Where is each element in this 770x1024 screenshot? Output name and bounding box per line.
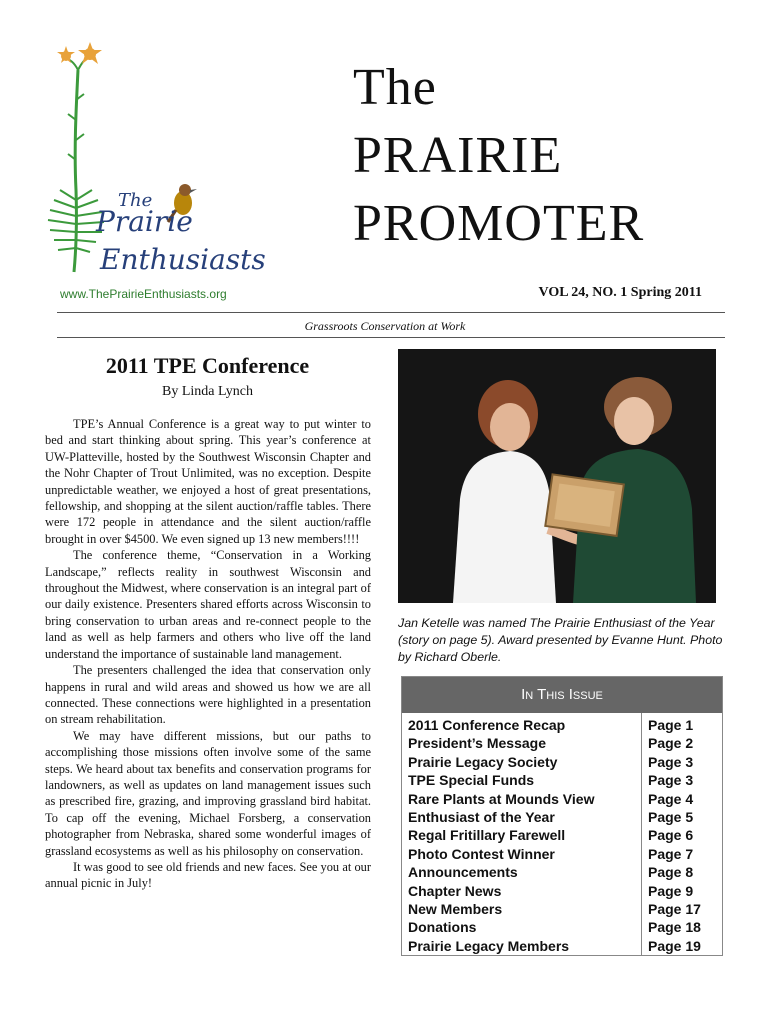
toc-row[interactable] [402, 937, 722, 955]
article-paragraph: It was good to see old friends and new faces. See you at our annual picnic in July! [45, 859, 371, 891]
toc-page: Page 19 [642, 937, 723, 955]
toc-page: Page 5 [642, 808, 723, 826]
in-this-issue-box [401, 676, 723, 956]
toc-page: Page 6 [642, 826, 723, 844]
award-photo [398, 349, 716, 603]
toc-row[interactable] [402, 734, 722, 752]
website-link[interactable]: www.ThePrairieEnthusiasts.org [60, 287, 227, 301]
logo-line-prairie: Prairie [96, 205, 193, 238]
toc-row[interactable] [402, 771, 722, 789]
toc-table [402, 713, 722, 955]
toc-title: Enthusiast of the Year [408, 809, 555, 826]
toc-row[interactable] [402, 808, 722, 826]
masthead-promoter: PROMOTER [353, 195, 645, 252]
toc-row[interactable] [402, 845, 722, 863]
toc-row[interactable] [402, 918, 722, 936]
toc-page: Page 3 [642, 753, 723, 771]
article-paragraph: We may have different missions, but our paths to accomplishing those missions often involve some of the same steps. We heard about tax benefits and conservation programs for landowners, as well as updates on land management issues such as prescribed fire, grazing, and improving grassland bird habitat. To cap off the evening, Michael Forsberg, a conservation photographer from Nebraska, shared some wonderful images of grassland ecosystems as well as his philosophy on conservation. [45, 728, 371, 858]
toc-title: Regal Fritillary Farewell [408, 827, 566, 844]
toc-title: Chapter News [408, 882, 502, 899]
toc-heading [402, 677, 722, 713]
toc-page: Page 18 [642, 918, 723, 936]
toc-page: Page 8 [642, 863, 723, 881]
article-paragraph: The conference theme, “Conservation in a Working Landscape,” reflects reality in southwest Wisconsin and throughout the Midwest, where conservation is an integral part of our daily existence. Presenters shared efforts across Wisconsin to bring conservation to urban areas and re-connect people to the land as well as help farmers and others who live off the land understand the importance of sustainable land management. [45, 548, 371, 661]
masthead-the: The [353, 59, 437, 116]
toc-row[interactable] [402, 790, 722, 808]
toc-title: Rare Plants at Mounds View [408, 790, 595, 807]
toc-row[interactable] [402, 882, 722, 900]
article-paragraph: TPE’s Annual Conference is a great way to put winter to bed and start thinking about spring. This year’s conference at UW-Platteville, hosted by the Southwest Wisconsin Chapter and the Nohr Chapter of Trout Unlimited, was no exception. Despite unpredictable weather, we enjoyed a host of great presentations, fellowship, and shopping at the silent auction/raffle tables. There were 172 people in attendance and the silent auction/raffle brought in over $4500. We even signed up 13 new members!!!! [45, 417, 371, 546]
toc-page: Page 3 [642, 771, 723, 789]
toc-row[interactable] [402, 713, 722, 734]
masthead-prairie: PRAIRIE [353, 127, 563, 184]
toc-row[interactable] [402, 753, 722, 771]
logo-line-the: The [118, 190, 153, 211]
toc-row[interactable] [402, 863, 722, 881]
toc-title: TPE Special Funds [408, 772, 535, 789]
toc-page: Page 1 [642, 713, 723, 734]
logo-line-enthusiasts: Enthusiasts [100, 243, 266, 276]
toc-title: Prairie Legacy Members [408, 937, 570, 954]
photo-caption: Jan Ketelle was named The Prairie Enthusiast of the Year (story on page 5). Award presented by Evanne Hunt. Photo by Richard Oberle. [398, 616, 723, 664]
toc-page: Page 17 [642, 900, 723, 918]
article-byline: By Linda Lynch [162, 384, 253, 399]
toc-title: Announcements [408, 864, 518, 881]
toc-page: Page 7 [642, 845, 723, 863]
article-body [45, 416, 371, 892]
volume-issue: VOL 24, NO. 1 Spring 2011 [538, 285, 702, 300]
toc-page: Page 4 [642, 790, 723, 808]
toc-title: Donations [408, 919, 477, 936]
article-title: 2011 TPE Conference [105, 353, 310, 378]
toc-row[interactable] [402, 900, 722, 918]
bottom-divider [57, 337, 725, 338]
toc-row[interactable] [402, 826, 722, 844]
toc-title: Photo Contest Winner [408, 845, 555, 862]
toc-title: President’s Message [408, 735, 546, 752]
toc-title: New Members [408, 901, 503, 918]
toc-page: Page 2 [642, 734, 723, 752]
top-divider [57, 312, 725, 313]
article-paragraph: The presenters challenged the idea that conservation only happens in rural and wild areas and showed us how we are all connected. These connections were highlighted in a presentation on stream rehabilitation. [45, 663, 371, 727]
toc-page: Page 9 [642, 882, 723, 900]
tagline: Grassroots Conservation at Work [304, 319, 466, 333]
toc-heading-text: In This Issue [521, 686, 603, 703]
toc-title: 2011 Conference Recap [408, 717, 566, 733]
toc-title: Prairie Legacy Society [408, 753, 558, 770]
